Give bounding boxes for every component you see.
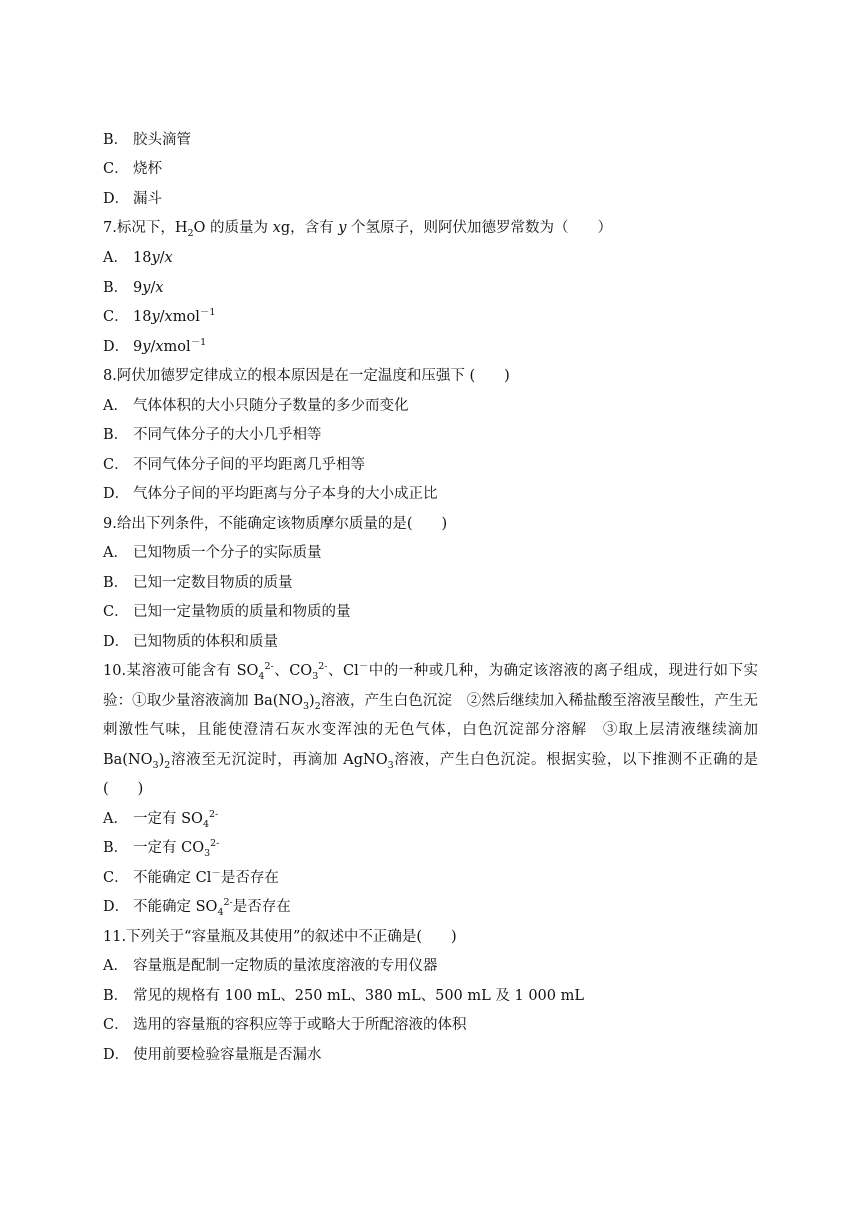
text-fragment: 不同气体分子间的平均距离几乎相等	[133, 457, 365, 473]
text-fragment: 胶头滴管	[133, 132, 191, 148]
text-fragment: D．	[103, 191, 130, 207]
q10-stem	[103, 657, 758, 805]
q11-option-d	[103, 1045, 322, 1065]
q7-option-a	[103, 248, 173, 268]
text-fragment: －1	[190, 337, 207, 349]
text-fragment: y	[142, 280, 151, 296]
text-fragment: C．	[103, 457, 129, 473]
q9-option-d	[103, 632, 278, 652]
text-fragment: B．	[103, 575, 129, 591]
text-fragment: －1	[199, 307, 216, 319]
text-fragment: 常见的规格有 100 mL、250 mL、380 mL、500 mL 及 1 000 mL	[133, 988, 584, 1004]
q11-option-a	[103, 956, 438, 976]
q6-option-d	[103, 189, 162, 209]
text-fragment: 选用的容量瓶的容积应等于或略大于所配溶液的体积	[133, 1017, 467, 1033]
q10-option-c	[103, 868, 279, 888]
text-fragment: 4	[258, 670, 265, 682]
q6-option-c	[103, 159, 162, 179]
q10-option-d	[103, 897, 291, 917]
text-fragment: 2-	[223, 897, 233, 909]
text-fragment: A．	[103, 958, 128, 974]
text-fragment: 气体体积的大小只随分子数量的多少而变化	[133, 398, 409, 414]
q8-option-b	[103, 425, 322, 445]
text-fragment: 3	[312, 670, 319, 682]
text-fragment: C．	[103, 309, 129, 325]
q11-option-b	[103, 986, 584, 1006]
text-fragment: x	[164, 250, 173, 266]
q10-option-a	[103, 809, 218, 829]
text-fragment: y	[142, 339, 151, 355]
text-fragment: O 的质量为	[193, 220, 269, 236]
text-fragment: 不能确定 SO	[133, 899, 218, 915]
text-fragment: 漏斗	[133, 191, 162, 207]
q11-option-c	[103, 1015, 467, 1035]
text-fragment: 烧杯	[133, 161, 162, 177]
q8-option-c	[103, 455, 365, 475]
q9-option-b	[103, 573, 293, 593]
text-fragment: 是否存在	[232, 899, 291, 915]
text-fragment: D．	[103, 1047, 130, 1063]
q6-option-b	[103, 130, 191, 150]
text-fragment: 气体分子间的平均距离与分子本身的大小成正比	[133, 486, 438, 502]
text-fragment: 2-	[264, 661, 274, 673]
text-fragment: 个氢原子，则阿伏加德罗常数为（ ）	[351, 220, 613, 236]
text-fragment: 容量瓶是配制一定物质的量浓度溶液的专用仪器	[133, 958, 438, 974]
text-fragment: 4	[202, 818, 209, 830]
text-fragment: 10.某溶液可能含有 SO	[103, 663, 259, 679]
text-fragment: 不能确定 Cl	[133, 870, 212, 886]
text-fragment: C．	[103, 1017, 129, 1033]
text-fragment: B．	[103, 132, 129, 148]
text-fragment: 2	[314, 700, 321, 712]
q7-option-c	[103, 307, 215, 327]
text-fragment: A．	[103, 398, 128, 414]
text-fragment: B．	[103, 988, 129, 1004]
text-fragment: 3	[302, 700, 310, 712]
text-fragment: 3	[152, 759, 159, 771]
q8-option-d	[103, 484, 438, 504]
text-fragment: 使用前要检验容量瓶是否漏水	[133, 1047, 322, 1063]
text-fragment: B．	[103, 840, 129, 856]
text-fragment: 18	[133, 309, 152, 325]
text-fragment: /	[150, 280, 156, 296]
text-fragment: y	[151, 250, 160, 266]
text-fragment: C．	[103, 870, 129, 886]
text-fragment: 一定有 CO	[133, 840, 205, 856]
text-fragment: B．	[103, 427, 129, 443]
q7-option-d	[103, 337, 206, 357]
text-fragment: C．	[103, 161, 129, 177]
text-fragment: 2-	[210, 838, 220, 850]
text-fragment: /	[159, 309, 165, 325]
text-fragment: 、CO	[273, 663, 313, 679]
q9-option-a	[103, 543, 322, 563]
text-fragment: 溶液，产生白色沉淀 ②然后继续加入稀盐酸至溶液呈酸性，产生无刺激性气味，且能使澄清石灰水变浑浊的无色气体，白色沉淀部分溶解 ③取上层清液继续滴加 Ba(NO	[103, 692, 759, 768]
text-fragment: x	[155, 280, 164, 296]
text-fragment: 已知一定数目物质的质量	[133, 575, 293, 591]
q7-stem	[103, 218, 612, 238]
text-fragment: x	[155, 339, 164, 355]
text-fragment: /	[150, 339, 156, 355]
text-fragment: 2	[164, 759, 171, 771]
text-fragment: x	[272, 220, 281, 236]
text-fragment: 18	[133, 250, 152, 266]
text-fragment: 3	[387, 759, 394, 771]
text-fragment: x	[164, 309, 173, 325]
text-fragment: A．	[103, 250, 128, 266]
text-fragment: mol	[163, 339, 191, 355]
text-fragment: 3	[204, 847, 211, 859]
text-fragment: y	[151, 309, 160, 325]
text-fragment: A．	[103, 811, 128, 827]
text-fragment: mol	[172, 309, 200, 325]
text-fragment: 2-	[208, 809, 219, 821]
text-fragment: D．	[103, 899, 130, 915]
text-fragment: 溶液至无沉淀时，再滴加 AgNO	[170, 751, 388, 768]
text-fragment: g，含有	[280, 220, 334, 236]
text-fragment: 9	[133, 280, 143, 296]
q10-option-b	[103, 838, 219, 858]
text-fragment: D．	[103, 634, 130, 650]
text-fragment: 已知物质一个分子的实际质量	[133, 545, 322, 561]
text-fragment: D．	[103, 339, 130, 355]
q8-stem: 8.阿伏加德罗定律成立的根本原因是在一定温度和压强下 ( )	[103, 368, 510, 384]
text-fragment: 已知一定量物质的质量和物质的量	[133, 604, 351, 620]
text-fragment: 一定有 SO	[133, 811, 203, 827]
text-fragment: A．	[103, 545, 128, 561]
text-fragment: 9	[133, 339, 143, 355]
text-fragment: －	[211, 868, 221, 880]
text-fragment: 中的一种或几种，为确定该溶液的离子组成，现进行如下实验：①取少量溶液滴加 Ba(NO	[103, 663, 758, 709]
text-fragment: )	[309, 692, 315, 709]
text-fragment: D．	[103, 486, 130, 502]
text-fragment: B．	[103, 280, 129, 296]
text-fragment: 是否存在	[220, 870, 279, 886]
q9-stem: 9.给出下列条件，不能确定该物质摩尔质量的是( )	[103, 516, 448, 532]
text-fragment: －	[358, 661, 369, 673]
text-fragment: y	[338, 220, 347, 236]
text-fragment: 溶液，产生白色沉淀。根据实验，以下推测不正确的是( )	[103, 751, 759, 797]
text-fragment: 2-	[318, 661, 328, 673]
text-fragment: 2	[187, 227, 194, 239]
text-fragment: 已知物质的体积和质量	[133, 634, 278, 650]
q9-option-c	[103, 602, 351, 622]
text-fragment: )	[158, 751, 165, 768]
text-fragment: 7.标况下，H	[103, 220, 188, 236]
q7-option-b	[103, 278, 164, 298]
q8-option-a	[103, 396, 409, 416]
text-fragment: 、Cl	[327, 663, 359, 679]
text-fragment: /	[159, 250, 165, 266]
text-fragment: C．	[103, 604, 129, 620]
q11-stem: 11.下列关于“容量瓶及其使用”的叙述中不正确是( )	[103, 929, 457, 945]
text-fragment: 4	[217, 906, 224, 918]
text-fragment: 不同气体分子的大小几乎相等	[133, 427, 322, 443]
